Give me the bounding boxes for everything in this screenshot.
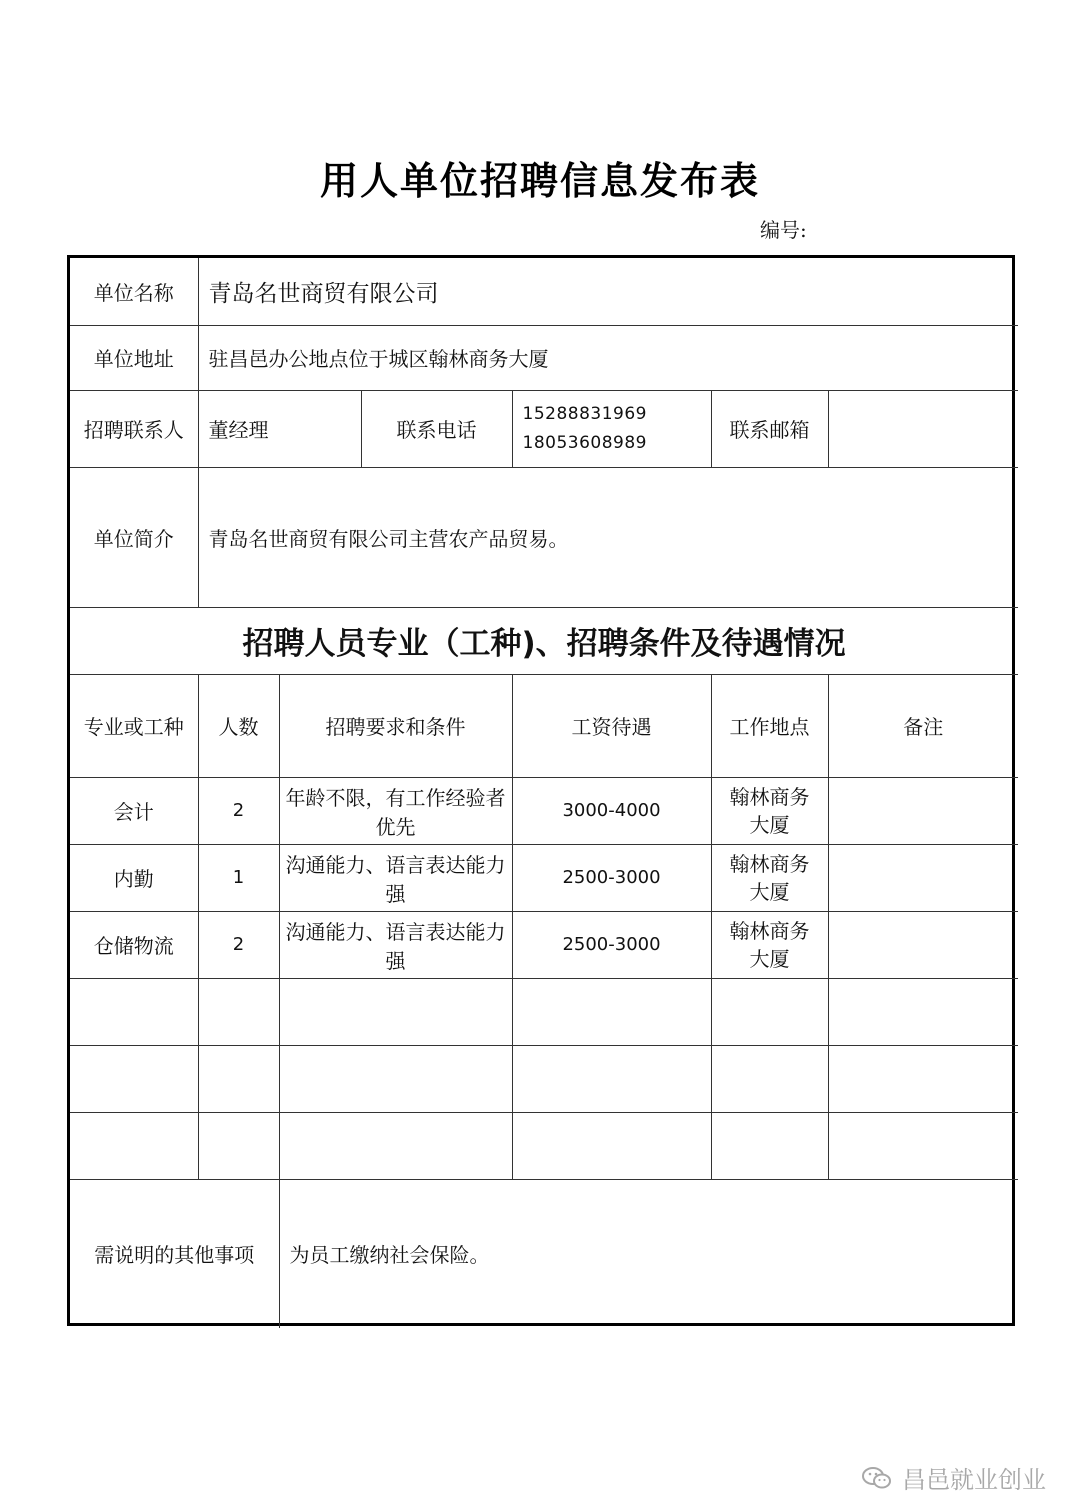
job-requirements: 沟通能力、语言表达能力强 xyxy=(279,844,512,911)
other-notes-row xyxy=(70,1179,1018,1328)
contact-email-value xyxy=(828,390,1018,467)
contact-person-label: 招聘联系人 xyxy=(70,390,198,467)
empty-cell xyxy=(828,978,1018,1045)
watermark-text: 昌邑就业创业 xyxy=(902,1466,1046,1494)
contact-phone-1: 15288831969 xyxy=(522,403,647,424)
header-requirements: 招聘要求和条件 xyxy=(279,674,512,777)
empty-cell xyxy=(828,1112,1018,1179)
job-position: 内勤 xyxy=(70,844,198,911)
wechat-icon xyxy=(862,1466,892,1490)
empty-cell xyxy=(512,1112,711,1179)
empty-cell xyxy=(711,1045,828,1112)
job-location xyxy=(711,844,828,911)
form-table xyxy=(70,258,1018,1328)
table-row xyxy=(70,777,1018,844)
job-requirements: 年龄不限，有工作经验者优先 xyxy=(279,777,512,844)
recruitment-form xyxy=(67,255,1015,1326)
empty-cell xyxy=(711,1112,828,1179)
company-intro-row xyxy=(70,467,1018,607)
contact-phone-label: 联系电话 xyxy=(361,390,512,467)
contact-phone-2: 18053608989 xyxy=(522,432,647,453)
header-note: 备注 xyxy=(828,674,1018,777)
contact-person-value: 董经理 xyxy=(198,390,361,467)
header-salary: 工资待遇 xyxy=(512,674,711,777)
job-position: 仓储物流 xyxy=(70,911,198,978)
contact-email-label: 联系邮箱 xyxy=(711,390,828,467)
empty-cell xyxy=(279,978,512,1045)
other-notes-value: 为员工缴纳社会保险。 xyxy=(279,1179,1018,1328)
empty-table-row xyxy=(70,978,1018,1045)
job-salary: 2500-3000 xyxy=(512,844,711,911)
header-position: 专业或工种 xyxy=(70,674,198,777)
company-address-label: 单位地址 xyxy=(70,325,198,390)
job-location-line-2: 大厦 xyxy=(749,946,790,971)
jobs-header-row xyxy=(70,674,1018,777)
company-intro-label: 单位简介 xyxy=(70,467,198,607)
empty-cell xyxy=(70,978,198,1045)
empty-cell xyxy=(70,1112,198,1179)
job-position: 会计 xyxy=(70,777,198,844)
job-location-line-1: 翰林商务 xyxy=(729,784,810,809)
empty-cell xyxy=(198,1112,279,1179)
other-notes-label: 需说明的其他事项 xyxy=(70,1179,279,1328)
empty-cell xyxy=(512,978,711,1045)
empty-table-row xyxy=(70,1045,1018,1112)
empty-cell xyxy=(711,978,828,1045)
job-count: 1 xyxy=(198,844,279,911)
job-requirements: 沟通能力、语言表达能力强 xyxy=(279,911,512,978)
company-address-value: 驻昌邑办公地点位于城区翰林商务大厦 xyxy=(198,325,1018,390)
job-note xyxy=(828,911,1018,978)
job-location-line-1: 翰林商务 xyxy=(729,851,810,876)
job-count: 2 xyxy=(198,777,279,844)
table-row xyxy=(70,844,1018,911)
job-location xyxy=(711,777,828,844)
empty-cell xyxy=(279,1112,512,1179)
job-location-line-2: 大厦 xyxy=(749,812,790,837)
company-name-value: 青岛名世商贸有限公司 xyxy=(198,258,1018,325)
company-intro-value: 青岛名世商贸有限公司主营农产品贸易。 xyxy=(198,467,1018,607)
empty-cell xyxy=(198,1045,279,1112)
empty-cell xyxy=(279,1045,512,1112)
header-count: 人数 xyxy=(198,674,279,777)
company-address-row xyxy=(70,325,1018,390)
job-salary: 3000-4000 xyxy=(512,777,711,844)
watermark xyxy=(862,1460,1046,1495)
empty-cell xyxy=(198,978,279,1045)
job-note xyxy=(828,777,1018,844)
page-title: 用人单位招聘信息发布表 xyxy=(319,159,760,203)
empty-cell xyxy=(70,1045,198,1112)
job-note xyxy=(828,844,1018,911)
job-count: 2 xyxy=(198,911,279,978)
empty-cell xyxy=(512,1045,711,1112)
job-salary: 2500-3000 xyxy=(512,911,711,978)
section-title-row xyxy=(70,607,1018,674)
company-name-row xyxy=(70,258,1018,325)
contact-phone-value xyxy=(512,390,711,467)
empty-cell xyxy=(828,1045,1018,1112)
job-location-line-2: 大厦 xyxy=(749,879,790,904)
company-name-label: 单位名称 xyxy=(70,258,198,325)
contact-row xyxy=(70,390,1018,467)
job-location-line-1: 翰林商务 xyxy=(729,918,810,943)
empty-table-row xyxy=(70,1112,1018,1179)
header-location: 工作地点 xyxy=(711,674,828,777)
serial-number-label: 编号: xyxy=(760,218,807,242)
section-title: 招聘人员专业（工种)、招聘条件及待遇情况 xyxy=(70,607,1018,674)
table-row xyxy=(70,911,1018,978)
job-location xyxy=(711,911,828,978)
